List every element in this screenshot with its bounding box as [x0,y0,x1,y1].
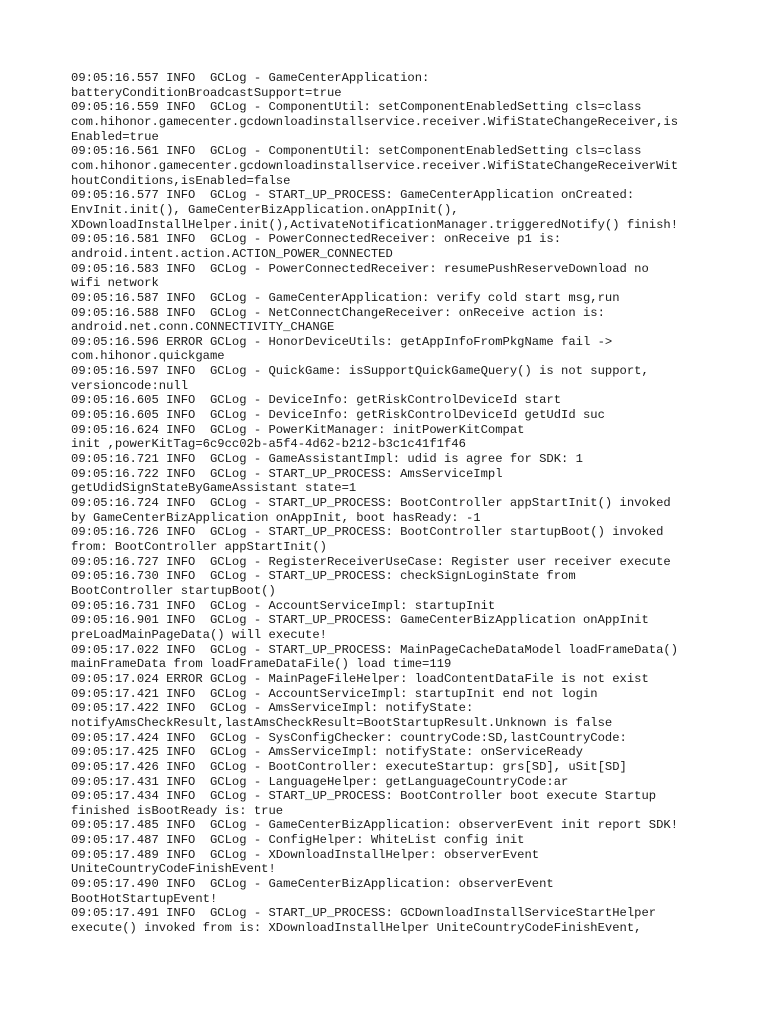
log-line: 09:05:17.489 INFO GCLog - XDownloadInstallHelper: observerEvent [71,847,540,862]
log-line: Enabled=true [71,129,159,144]
log-line: 09:05:17.491 INFO GCLog - START_UP_PROCESS: GCDownloadInstallServiceStartHelper [71,906,657,921]
log-line: by GameCenterBizApplication onAppInit, boot hasReady: -1 [71,510,481,525]
log-line: 09:05:16.588 INFO GCLog - NetConnectChangeReceiver: onReceive action is: [71,305,605,320]
log-line: init ,powerKitTag=6c9cc02b-a5f4-4d62-b212-b3c1c41f1f46 [71,437,466,452]
log-text-block [71,71,711,936]
log-line: 09:05:17.487 INFO GCLog - ConfigHelper: WhiteList config init [71,833,525,848]
log-line: com.hihonor.gamecenter.gcdownloadinstallservice.receiver.WifiStateChangeReceiver,is [71,114,679,129]
log-line: 09:05:16.597 INFO GCLog - QuickGame: isSupportQuickGameQuery() is not support, [71,364,649,379]
log-line: 09:05:16.722 INFO GCLog - START_UP_PROCESS: AmsServiceImpl [71,466,503,481]
log-line: 09:05:17.426 INFO GCLog - BootController: executeStartup: grs[SD], uSit[SD] [71,759,627,774]
log-line: batteryConditionBroadcastSupport=true [71,85,342,100]
log-line: 09:05:16.731 INFO GCLog - AccountServiceImpl: startupInit [71,598,496,613]
log-line: android.intent.action.ACTION_POWER_CONNECTED [71,246,393,261]
log-line: 09:05:16.724 INFO GCLog - START_UP_PROCESS: BootController appStartInit() invoked [71,496,671,511]
log-line: 09:05:16.624 INFO GCLog - PowerKitManager: initPowerKitCompat [71,422,525,437]
log-line: houtConditions,isEnabled=false [71,173,291,188]
log-line: notifyAmsCheckResult,lastAmsCheckResult=BootStartupResult.Unknown is false [71,715,613,730]
log-line: XDownloadInstallHelper.init(),ActivateNotificationManager.triggeredNotify() finish! [71,217,679,232]
log-line: 09:05:17.425 INFO GCLog - AmsServiceImpl: notifyState: onServiceReady [71,745,583,760]
log-line: 09:05:16.561 INFO GCLog - ComponentUtil: setComponentEnabledSetting cls=class [71,144,642,159]
log-line: preLoadMainPageData() will execute! [71,627,327,642]
log-line: EnvInit.init(), GameCenterBizApplication.onAppInit(), [71,202,459,217]
log-line: 09:05:17.424 INFO GCLog - SysConfigChecker: countryCode:SD,lastCountryCode: [71,730,627,745]
log-line: 09:05:16.605 INFO GCLog - DeviceInfo: getRiskControlDeviceId start [71,393,562,408]
log-line: 09:05:17.422 INFO GCLog - AmsServiceImpl: notifyState: [71,701,474,716]
log-line: 09:05:16.726 INFO GCLog - START_UP_PROCESS: BootController startupBoot() invoked [71,525,664,540]
log-line: 09:05:17.421 INFO GCLog - AccountServiceImpl: startupInit end not login [71,686,598,701]
log-line: versioncode:null [71,378,189,393]
log-line: 09:05:16.596 ERROR GCLog - HonorDeviceUtils: getAppInfoFromPkgName fail -> [71,334,613,349]
log-line: wifi network [71,276,159,291]
log-line: 09:05:16.587 INFO GCLog - GameCenterApplication: verify cold start msg,run [71,290,620,305]
log-line: 09:05:16.605 INFO GCLog - DeviceInfo: getRiskControlDeviceId getUdId suc [71,408,605,423]
log-line: 09:05:16.557 INFO GCLog - GameCenterApplication: [71,71,430,85]
log-line: com.hihonor.gamecenter.gcdownloadinstallservice.receiver.WifiStateChangeReceiverWit [71,158,679,173]
log-line: getUdidSignStateByGameAssistant state=1 [71,481,357,496]
log-line: 09:05:16.581 INFO GCLog - PowerConnectedReceiver: onReceive p1 is: [71,232,562,247]
log-line: 09:05:17.490 INFO GCLog - GameCenterBizApplication: observerEvent [71,877,554,892]
log-line: execute() invoked from is: XDownloadInstallHelper UniteCountryCodeFinishEvent, [71,921,642,936]
log-line: 09:05:16.730 INFO GCLog - START_UP_PROCESS: checkSignLoginState from [71,569,576,584]
log-line: android.net.conn.CONNECTIVITY_CHANGE [71,320,335,335]
log-line: finished isBootReady is: true [71,803,284,818]
log-line: 09:05:16.721 INFO GCLog - GameAssistantImpl: udid is agree for SDK: 1 [71,452,583,467]
log-line: BootController startupBoot() [71,583,276,598]
log-line: 09:05:16.901 INFO GCLog - START_UP_PROCESS: GameCenterBizApplication onAppInit [71,613,649,628]
log-line: 09:05:16.559 INFO GCLog - ComponentUtil: setComponentEnabledSetting cls=class [71,100,642,115]
log-line: 09:05:16.727 INFO GCLog - RegisterReceiverUseCase: Register user receiver execute [71,554,671,569]
log-line: 09:05:17.022 INFO GCLog - START_UP_PROCESS: MainPageCacheDataModel loadFrameData() [71,642,679,657]
log-line: 09:05:17.485 INFO GCLog - GameCenterBizApplication: observerEvent init report SDK! [71,818,679,833]
log-line: UniteCountryCodeFinishEvent! [71,862,276,877]
log-line: 09:05:17.434 INFO GCLog - START_UP_PROCESS: BootController boot execute Startup [71,789,657,804]
log-line: 09:05:17.024 ERROR GCLog - MainPageFileHelper: loadContentDataFile is not exist [71,671,649,686]
log-line: mainFrameData from loadFrameDataFile() load time=119 [71,657,452,672]
log-line: com.hihonor.quickgame [71,349,225,364]
log-line: 09:05:16.583 INFO GCLog - PowerConnectedReceiver: resumePushReserveDownload no [71,261,649,276]
log-line: 09:05:17.431 INFO GCLog - LanguageHelper: getLanguageCountryCode:ar [71,774,569,789]
log-line: BootHotStartupEvent! [71,891,218,906]
log-line: from: BootController appStartInit() [71,540,327,554]
log-line: 09:05:16.577 INFO GCLog - START_UP_PROCESS: GameCenterApplication onCreated: [71,188,635,203]
